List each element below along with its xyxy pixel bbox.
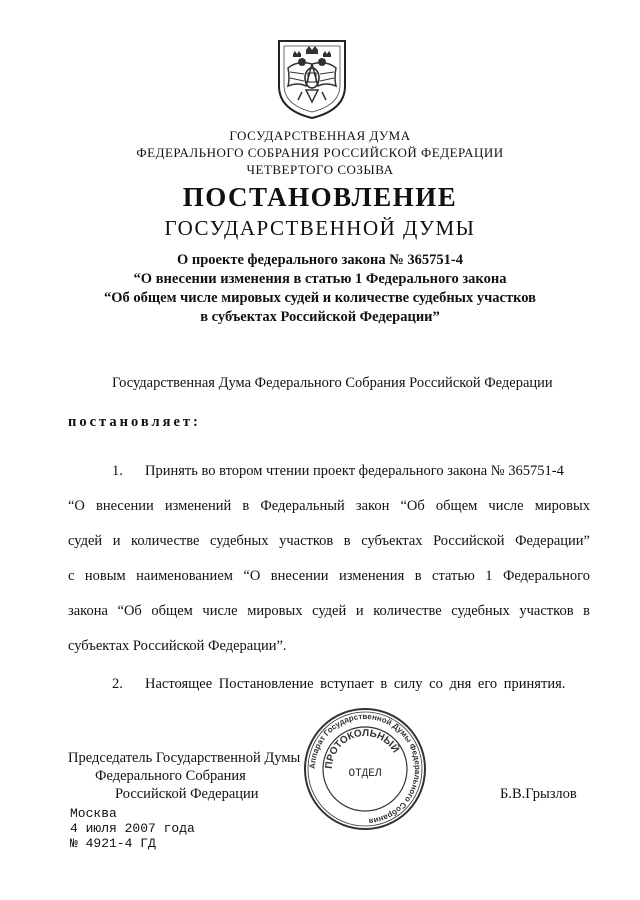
footer-number: № 4921-4 ГД bbox=[70, 836, 156, 851]
item-1-line-4: с новым наименованием “О внесении изменения в статью 1 Федерального bbox=[68, 568, 590, 584]
subject-line-2: “О внесении изменения в статью 1 Федерального закона bbox=[133, 271, 507, 287]
issuer-line-1: ГОСУДАРСТВЕННАЯ ДУМА bbox=[229, 128, 411, 143]
issuer-line-2: ФЕДЕРАЛЬНОГО СОБРАНИЯ РОССИЙСКОЙ ФЕДЕРАЦИИ bbox=[136, 145, 504, 160]
resolves-word: постановляет: bbox=[68, 414, 201, 430]
document-title: ПОСТАНОВЛЕНИЕ bbox=[182, 182, 458, 212]
subject-line-1: О проекте федерального закона № 365751-4 bbox=[176, 252, 464, 268]
item-1-line-3: судей и количестве судебных участков в субъектах Российской Федерации” bbox=[68, 533, 590, 549]
coat-of-arms-icon bbox=[276, 38, 348, 120]
issuer-line-3: ЧЕТВЕРТОГО СОЗЫВА bbox=[246, 162, 394, 177]
item-2-number: 2. bbox=[112, 676, 123, 692]
item-1-number: 1. bbox=[112, 463, 123, 479]
footer-city: Москва bbox=[70, 806, 117, 821]
signatory-position-1: Председатель Государственной Думы bbox=[68, 750, 301, 766]
item-1-line-5: закона “Об общем числе мировых судей и количестве судебных участков в bbox=[68, 603, 590, 619]
stamp-outer-text: Аппарат Государственной Думы Федерального Собрания bbox=[307, 711, 423, 826]
signatory-name: Б.В.Грызлов bbox=[500, 786, 577, 802]
official-stamp bbox=[302, 706, 428, 832]
stamp-inner-text: ПРОТОКОЛЬНЫЙ bbox=[323, 727, 401, 770]
intro-paragraph: Государственная Дума Федерального Собрания Российской Федерации bbox=[112, 375, 553, 391]
subject-line-3: “Об общем числе мировых судей и количестве судебных участков bbox=[104, 290, 536, 306]
item-1-line-1: Принять во втором чтении проект федерального закона № 365751-4 bbox=[145, 463, 564, 479]
footer-date: 4 июля 2007 года bbox=[70, 821, 195, 836]
svg-text:ПРОТОКОЛЬНЫЙ bbox=[324, 728, 403, 769]
document-subtitle: ГОСУДАРСТВЕННОЙ ДУМЫ bbox=[164, 216, 476, 240]
stamp-center-text: ОТДЕЛ bbox=[348, 768, 382, 780]
signatory-position-3: Российской Федерации bbox=[115, 786, 259, 802]
signatory-position-2: Федерального Собрания bbox=[95, 768, 246, 784]
item-1-line-2: “О внесении изменений в Федеральный закон “Об общем числе мировых bbox=[68, 498, 590, 514]
subject-line-4: в субъектах Российской Федерации” bbox=[200, 309, 440, 325]
item-2-text: Настоящее Постановление вступает в силу со дня его принятия. bbox=[145, 676, 566, 692]
item-1-line-6: субъектах Российской Федерации”. bbox=[68, 638, 287, 654]
